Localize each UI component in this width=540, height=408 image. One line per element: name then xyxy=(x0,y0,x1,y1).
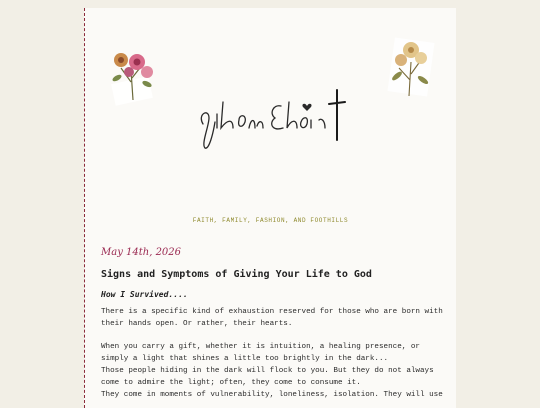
post-paragraph: They come in moments of vulnerability, loneliness, isolation. They will use xyxy=(101,390,443,399)
post-date: May 14th, 2026 xyxy=(101,247,182,258)
pressed-flower-left-image xyxy=(107,40,159,108)
post-title[interactable]: Signs and Symptoms of Giving Your Life to God xyxy=(101,269,372,280)
post-subtitle: How I Survived.... xyxy=(101,290,188,299)
post-paragraph: Those people hiding in the dark will flock to you. But they do not always come to admire the light; often, they come to consume it. xyxy=(101,366,434,387)
blog-tagline: FAITH, FAMILY, FASHION, AND FOOTHILLS xyxy=(192,217,349,224)
blog-page xyxy=(84,8,456,408)
post-paragraph: When you carry a gift, whether it is intuition, a healing presence, or simply a light that shines a little too brightly in the dark... xyxy=(101,343,420,364)
post-paragraph: There is a specific kind of exhaustion reserved for those who are born with their hands open. Or rather, their hearts. xyxy=(101,308,443,328)
pressed-flower-right-image xyxy=(387,34,435,100)
blog-logo-signature[interactable] xyxy=(193,84,353,154)
post-body xyxy=(101,307,444,401)
